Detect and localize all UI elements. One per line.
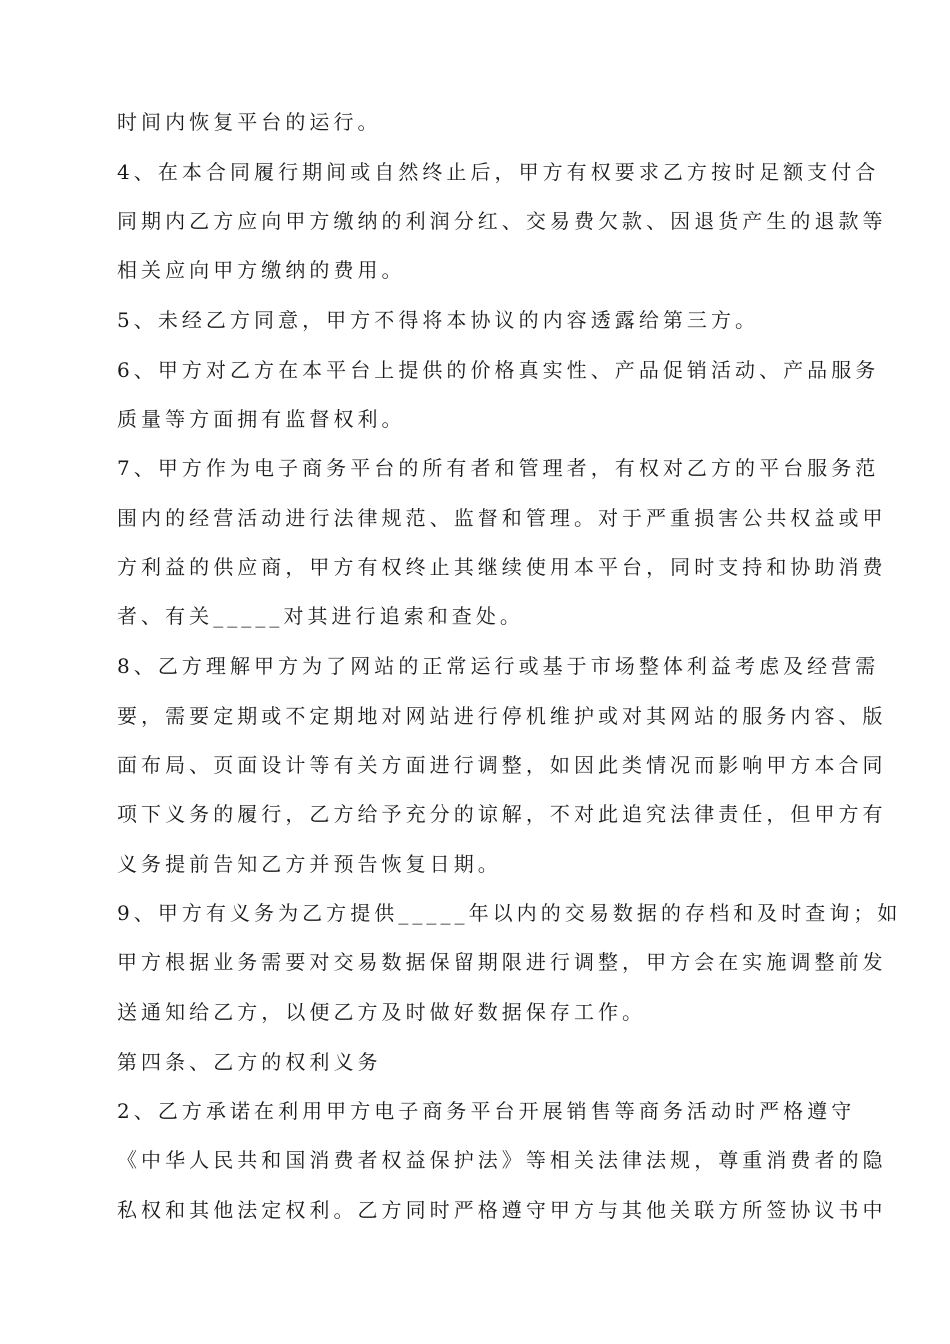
text-line: 方利益的供应商，甲方有权终止其继续使用本平台，同时支持和协助消费 [117, 555, 887, 579]
text-line: 4、在本合同履行期间或自然终止后，甲方有权要求乙方按时足额支付合 [117, 160, 880, 184]
text-line: 《中华人民共和国消费者权益保护法》等相关法律法规，尊重消费者的隐 [117, 1148, 887, 1172]
text-line: 质量等方面拥有监督权利。 [117, 407, 406, 431]
text-line: 甲方根据业务需要对交易数据保留期限进行调整，甲方会在实施调整前发 [117, 950, 887, 974]
text-line: 者、有关_____对其进行追索和查处。 [117, 604, 524, 628]
text-line: 9、甲方有义务为乙方提供_____年以内的交易数据的存档和及时查询；如 [117, 901, 902, 925]
text-line: 5、未经乙方同意，甲方不得将本协议的内容透露给第三方。 [117, 308, 760, 332]
text-line: 8、乙方理解甲方为了网站的正常运行或基于市场整体利益考虑及经营需 [117, 654, 880, 678]
text-line: 7、甲方作为电子商务平台的所有者和管理者，有权对乙方的平台服务范 [117, 456, 880, 480]
text-line: 2、乙方承诺在利用甲方电子商务平台开展销售等商务活动时严格遵守 [117, 1099, 856, 1123]
text-line: 6、甲方对乙方在本平台上提供的价格真实性、产品促销活动、产品服务 [117, 358, 880, 382]
text-line: 送通知给乙方，以便乙方及时做好数据保存工作。 [117, 1000, 647, 1024]
text-line: 要，需要定期或不定期地对网站进行停机维护或对其网站的服务内容、版 [117, 704, 887, 728]
text-line: 围内的经营活动进行法律规范、监督和管理。对于严重损害公共权益或甲 [117, 506, 887, 530]
text-line: 同期内乙方应向甲方缴纳的利润分红、交易费欠款、因退货产生的退款等 [117, 209, 887, 233]
text-line: 面布局、页面设计等有关方面进行调整，如因此类情况而影响甲方本合同 [117, 753, 887, 777]
text-line: 时间内恢复平台的运行。 [117, 110, 382, 134]
text-line: 相关应向甲方缴纳的费用。 [117, 258, 406, 282]
text-line: 义务提前告知乙方并预告恢复日期。 [117, 852, 502, 876]
text-line: 私权和其他法定权利。乙方同时严格遵守甲方与其他关联方所签协议书中 [117, 1198, 887, 1222]
text-line: 项下义务的履行，乙方给予充分的谅解，不对此追究法律责任，但甲方有 [117, 802, 887, 826]
section-heading: 第四条、乙方的权利义务 [117, 1050, 382, 1074]
